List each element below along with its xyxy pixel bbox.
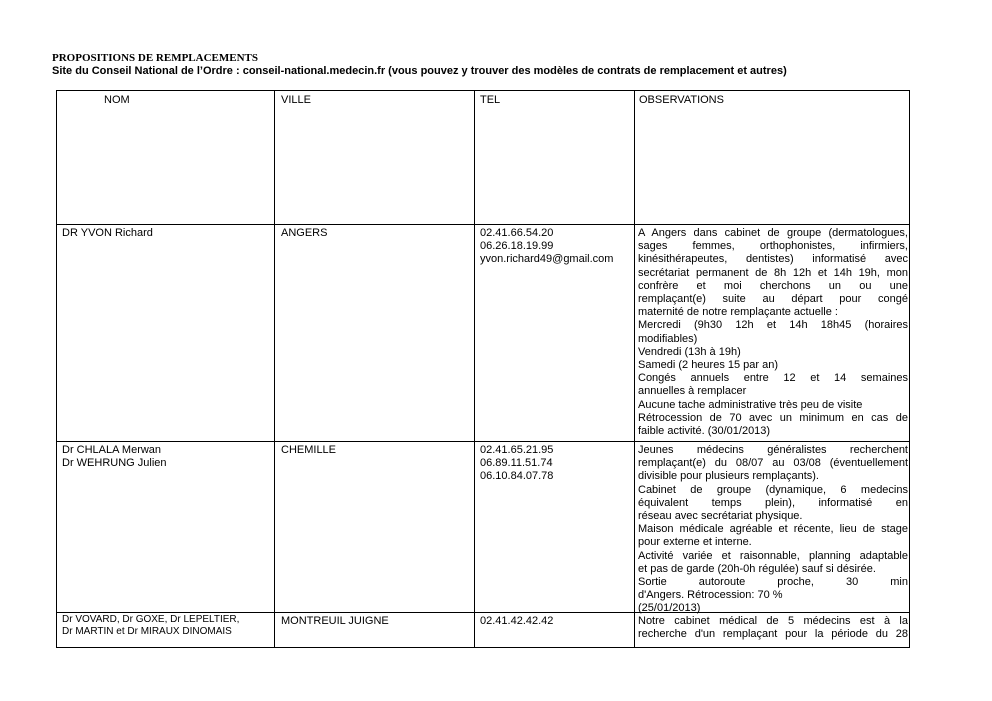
replacements-table xyxy=(56,90,910,648)
observation-line: annuelles à remplacer xyxy=(638,385,747,398)
observation-line: Aucune tache administrative très peu de visite xyxy=(638,398,863,411)
observation-line: secrétariat permanent de 8h 12h et 14h 19h, mon xyxy=(638,266,908,279)
observation-line: A Angers dans cabinet de groupe (dermatologues, xyxy=(638,227,908,239)
observation-line: Activité variée et raisonnable, planning adaptable xyxy=(638,549,908,562)
observation-line: (25/01/2013) xyxy=(638,602,701,615)
row-observations xyxy=(638,615,908,641)
observation-line: remplaçant(e) suite au départ pour congé xyxy=(638,293,908,306)
nom-line: Dr VOVARD, Dr GOXE, Dr LEPELTIER, xyxy=(62,614,240,625)
row-tel xyxy=(480,227,613,267)
observation-line: Notre cabinet médical de 5 médecins est à la xyxy=(638,615,908,627)
observation-line: équivalent temps plein), informatisé en xyxy=(638,496,908,509)
observation-line: confrère et moi cherchons un ou une xyxy=(638,279,908,292)
observation-line: Jeunes médecins généralistes recherchent xyxy=(638,444,908,456)
nom-line: Dr MARTIN et Dr MIRAUX DINOMAIS xyxy=(62,625,232,637)
row-tel xyxy=(480,444,553,484)
observation-line: pour externe et interne. xyxy=(638,536,752,549)
nom-line: DR YVON Richard xyxy=(62,227,153,239)
tel-line: 02.41.42.42.42 xyxy=(480,615,554,627)
observation-line: Samedi (2 heures 15 par an) xyxy=(638,359,779,372)
observation-line: Vendredi (13h à 19h) xyxy=(638,345,741,358)
row-observations xyxy=(638,444,908,616)
row-nom xyxy=(62,614,239,637)
row-observations xyxy=(638,227,908,438)
observation-line: maternité de notre remplaçante actuelle : xyxy=(638,306,838,319)
observation-line: d'Angers. Rétrocession: 70 % xyxy=(638,589,783,602)
row-tel xyxy=(480,615,553,628)
row-nom xyxy=(62,444,167,470)
tel-line: 06.89.11.51.74 xyxy=(480,457,553,470)
header-ville: VILLE xyxy=(281,94,311,106)
header-observations: OBSERVATIONS xyxy=(639,94,724,106)
row-ville: CHEMILLE xyxy=(281,444,337,456)
nom-line: Dr WEHRUNG Julien xyxy=(62,457,167,470)
observation-line: divisible pour plusieurs remplaçants). xyxy=(638,470,819,483)
observation-line: recherche d'un remplaçant pour la période du 28 xyxy=(638,628,908,641)
document-title: PROPOSITIONS DE REMPLACEMENTS xyxy=(52,52,258,64)
nom-line: Dr CHLALA Merwan xyxy=(62,444,162,456)
header-nom: NOM xyxy=(104,94,130,106)
observation-line: réseau avec secrétariat physique. xyxy=(638,510,803,523)
observation-line: Cabinet de groupe (dynamique, 6 medecins xyxy=(638,483,908,496)
column-divider xyxy=(274,91,275,647)
observation-line: sages femmes, orthophonistes, infirmiers, xyxy=(638,240,908,253)
observation-line: faible activité. (30/01/2013) xyxy=(638,425,771,438)
observation-line: Congés annuels entre 12 et 14 semaines xyxy=(638,372,908,385)
tel-line: 02.41.66.54.20 xyxy=(480,227,554,239)
observation-line: modifiables) xyxy=(638,332,698,345)
row-divider xyxy=(57,224,909,225)
observation-line: remplaçant(e) du 08/07 au 03/08 (éventuellement xyxy=(638,457,908,470)
column-divider xyxy=(634,91,635,647)
observation-line: Maison médicale agréable et récente, lieu de stage xyxy=(638,523,908,536)
observation-line: Sortie autoroute proche, 30 min xyxy=(638,576,908,589)
tel-line: 06.26.18.19.99 xyxy=(480,240,554,253)
observation-line: Rétrocession de 70 avec un minimum en cas de xyxy=(638,411,908,424)
row-ville: MONTREUIL JUIGNE xyxy=(281,615,389,627)
tel-line: 02.41.65.21.95 xyxy=(480,444,554,456)
row-divider xyxy=(57,441,909,442)
observation-line: Mercredi (9h30 12h et 14h 18h45 (horaires xyxy=(638,319,908,332)
header-tel: TEL xyxy=(480,94,501,106)
column-divider xyxy=(474,91,475,647)
row-ville: ANGERS xyxy=(281,227,328,239)
email-line: yvon.richard49@gmail.com xyxy=(480,253,614,266)
observation-line: kinésithérapeutes, dentistes) informatisé avec xyxy=(638,253,908,266)
document-subtitle: Site du Conseil National de l’Ordre : conseil-national.medecin.fr (vous pouvez y trouver des modèles de contrats de remplacement et autres) xyxy=(52,65,787,77)
observation-line: et pas de garde (20h-0h régulée) sauf si désirée. xyxy=(638,562,876,575)
tel-line: 06.10.84.07.78 xyxy=(480,470,554,483)
row-nom xyxy=(62,227,153,240)
